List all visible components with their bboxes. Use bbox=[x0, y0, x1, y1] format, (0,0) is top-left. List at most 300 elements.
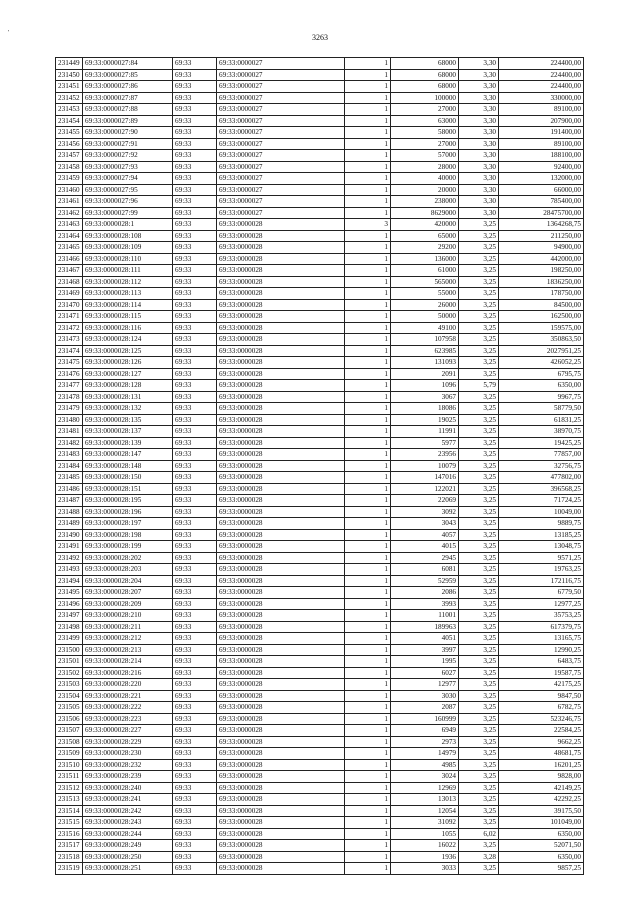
area-cell: 8629000 bbox=[391, 207, 459, 219]
area-cell: 160999 bbox=[391, 713, 459, 725]
specific-value-cell: 3,30 bbox=[459, 196, 499, 208]
specific-value-cell: 3,25 bbox=[459, 633, 499, 645]
district-code-cell: 69:33 bbox=[173, 173, 217, 185]
district-code-cell: 69:33 bbox=[173, 656, 217, 668]
district-code-cell: 69:33 bbox=[173, 679, 217, 691]
district-code-cell: 69:33 bbox=[173, 805, 217, 817]
district-code-cell: 69:33 bbox=[173, 357, 217, 369]
area-cell: 420000 bbox=[391, 219, 459, 231]
cadastral-number-cell: 69:33:0000028:195 bbox=[83, 495, 173, 507]
cadastral-number-cell: 69:33:0000027:86 bbox=[83, 81, 173, 93]
cadastral-number-cell: 69:33:0000027:96 bbox=[83, 196, 173, 208]
area-cell: 3092 bbox=[391, 506, 459, 518]
cadastral-number-cell: 69:33:0000028:243 bbox=[83, 817, 173, 829]
quarter-number-cell: 69:33:0000028 bbox=[217, 529, 345, 541]
group-cell: 1 bbox=[345, 184, 391, 196]
table-row bbox=[56, 426, 584, 438]
group-cell: 1 bbox=[345, 782, 391, 794]
group-cell: 1 bbox=[345, 633, 391, 645]
table-row bbox=[56, 403, 584, 415]
cadastral-value-cell: 77857,00 bbox=[499, 449, 584, 461]
area-cell: 3030 bbox=[391, 690, 459, 702]
corner-mark: ' bbox=[8, 30, 10, 36]
district-code-cell: 69:33 bbox=[173, 380, 217, 392]
table-row bbox=[56, 667, 584, 679]
cadastral-number-cell: 69:33:0000027:92 bbox=[83, 150, 173, 162]
cadastral-number-cell: 69:33:0000028:203 bbox=[83, 564, 173, 576]
group-cell: 1 bbox=[345, 667, 391, 679]
table-row bbox=[56, 518, 584, 530]
quarter-number-cell: 69:33:0000027 bbox=[217, 184, 345, 196]
specific-value-cell: 3,25 bbox=[459, 575, 499, 587]
cadastral-number-cell: 69:33:0000028:214 bbox=[83, 656, 173, 668]
district-code-cell: 69:33 bbox=[173, 794, 217, 806]
table-row bbox=[56, 529, 584, 541]
table-row bbox=[56, 541, 584, 553]
row-number-cell: 231450 bbox=[56, 69, 83, 81]
row-number-cell: 231487 bbox=[56, 495, 83, 507]
cadastral-value-cell: 9857,25 bbox=[499, 863, 584, 875]
quarter-number-cell: 69:33:0000028 bbox=[217, 345, 345, 357]
specific-value-cell: 3,25 bbox=[459, 713, 499, 725]
cadastral-value-cell: 198250,00 bbox=[499, 265, 584, 277]
district-code-cell: 69:33 bbox=[173, 92, 217, 104]
district-code-cell: 69:33 bbox=[173, 196, 217, 208]
row-number-cell: 231499 bbox=[56, 633, 83, 645]
cadastral-value-cell: 42292,25 bbox=[499, 794, 584, 806]
area-cell: 12969 bbox=[391, 782, 459, 794]
area-cell: 2086 bbox=[391, 587, 459, 599]
district-code-cell: 69:33 bbox=[173, 851, 217, 863]
group-cell: 1 bbox=[345, 150, 391, 162]
quarter-number-cell: 69:33:0000028 bbox=[217, 644, 345, 656]
district-code-cell: 69:33 bbox=[173, 265, 217, 277]
quarter-number-cell: 69:33:0000028 bbox=[217, 426, 345, 438]
table-row bbox=[56, 127, 584, 139]
area-cell: 2087 bbox=[391, 702, 459, 714]
cadastral-number-cell: 69:33:0000028:204 bbox=[83, 575, 173, 587]
area-cell: 100000 bbox=[391, 92, 459, 104]
row-number-cell: 231463 bbox=[56, 219, 83, 231]
district-code-cell: 69:33 bbox=[173, 575, 217, 587]
area-cell: 27000 bbox=[391, 138, 459, 150]
area-cell: 3043 bbox=[391, 518, 459, 530]
quarter-number-cell: 69:33:0000028 bbox=[217, 736, 345, 748]
quarter-number-cell: 69:33:0000028 bbox=[217, 748, 345, 760]
cadastral-number-cell: 69:33:0000027:90 bbox=[83, 127, 173, 139]
cadastral-number-cell: 69:33:0000027:94 bbox=[83, 173, 173, 185]
table-row bbox=[56, 506, 584, 518]
quarter-number-cell: 69:33:0000028 bbox=[217, 564, 345, 576]
group-cell: 1 bbox=[345, 104, 391, 116]
cadastral-value-cell: 207900,00 bbox=[499, 115, 584, 127]
area-cell: 107958 bbox=[391, 334, 459, 346]
group-cell: 1 bbox=[345, 575, 391, 587]
area-cell: 11001 bbox=[391, 610, 459, 622]
group-cell: 1 bbox=[345, 828, 391, 840]
row-number-cell: 231449 bbox=[56, 58, 83, 70]
specific-value-cell: 3,30 bbox=[459, 184, 499, 196]
quarter-number-cell: 69:33:0000028 bbox=[217, 805, 345, 817]
specific-value-cell: 3,25 bbox=[459, 230, 499, 242]
cadastral-number-cell: 69:33:0000028:227 bbox=[83, 725, 173, 737]
table-row bbox=[56, 679, 584, 691]
group-cell: 1 bbox=[345, 173, 391, 185]
table-row bbox=[56, 759, 584, 771]
specific-value-cell: 3,25 bbox=[459, 771, 499, 783]
row-number-cell: 231462 bbox=[56, 207, 83, 219]
group-cell: 1 bbox=[345, 644, 391, 656]
row-number-cell: 231478 bbox=[56, 391, 83, 403]
group-cell: 1 bbox=[345, 817, 391, 829]
cadastral-value-cell: 9571,25 bbox=[499, 552, 584, 564]
specific-value-cell: 3,30 bbox=[459, 150, 499, 162]
cadastral-value-cell: 224400,00 bbox=[499, 58, 584, 70]
table-row bbox=[56, 817, 584, 829]
cadastral-number-cell: 69:33:0000027:89 bbox=[83, 115, 173, 127]
district-code-cell: 69:33 bbox=[173, 460, 217, 472]
district-code-cell: 69:33 bbox=[173, 253, 217, 265]
specific-value-cell: 3,25 bbox=[459, 368, 499, 380]
group-cell: 1 bbox=[345, 437, 391, 449]
quarter-number-cell: 69:33:0000028 bbox=[217, 472, 345, 484]
area-cell: 122021 bbox=[391, 483, 459, 495]
cadastral-value-cell: 2027951,25 bbox=[499, 345, 584, 357]
specific-value-cell: 3,25 bbox=[459, 253, 499, 265]
cadastral-number-cell: 69:33:0000028:220 bbox=[83, 679, 173, 691]
table-row bbox=[56, 483, 584, 495]
district-code-cell: 69:33 bbox=[173, 437, 217, 449]
area-cell: 68000 bbox=[391, 69, 459, 81]
table-row bbox=[56, 495, 584, 507]
specific-value-cell: 3,25 bbox=[459, 391, 499, 403]
table-row bbox=[56, 690, 584, 702]
specific-value-cell: 3,25 bbox=[459, 449, 499, 461]
table-row bbox=[56, 322, 584, 334]
group-cell: 1 bbox=[345, 529, 391, 541]
group-cell: 1 bbox=[345, 541, 391, 553]
district-code-cell: 69:33 bbox=[173, 184, 217, 196]
cadastral-number-cell: 69:33:0000028:197 bbox=[83, 518, 173, 530]
cadastral-value-cell: 191400,00 bbox=[499, 127, 584, 139]
table-row bbox=[56, 69, 584, 81]
row-number-cell: 231513 bbox=[56, 794, 83, 806]
cadastral-number-cell: 69:33:0000028:125 bbox=[83, 345, 173, 357]
cadastral-number-cell: 69:33:0000027:87 bbox=[83, 92, 173, 104]
specific-value-cell: 3,25 bbox=[459, 782, 499, 794]
group-cell: 1 bbox=[345, 426, 391, 438]
area-cell: 2973 bbox=[391, 736, 459, 748]
table-row bbox=[56, 587, 584, 599]
group-cell: 1 bbox=[345, 736, 391, 748]
row-number-cell: 231476 bbox=[56, 368, 83, 380]
quarter-number-cell: 69:33:0000027 bbox=[217, 104, 345, 116]
row-number-cell: 231505 bbox=[56, 702, 83, 714]
district-code-cell: 69:33 bbox=[173, 219, 217, 231]
cadastral-value-cell: 12990,25 bbox=[499, 644, 584, 656]
cadastral-number-cell: 69:33:0000028:108 bbox=[83, 230, 173, 242]
area-cell: 19025 bbox=[391, 414, 459, 426]
row-number-cell: 231502 bbox=[56, 667, 83, 679]
area-cell: 12054 bbox=[391, 805, 459, 817]
quarter-number-cell: 69:33:0000027 bbox=[217, 92, 345, 104]
district-code-cell: 69:33 bbox=[173, 242, 217, 254]
district-code-cell: 69:33 bbox=[173, 667, 217, 679]
row-number-cell: 231475 bbox=[56, 357, 83, 369]
group-cell: 1 bbox=[345, 518, 391, 530]
district-code-cell: 69:33 bbox=[173, 391, 217, 403]
quarter-number-cell: 69:33:0000028 bbox=[217, 667, 345, 679]
area-cell: 1936 bbox=[391, 851, 459, 863]
cadastral-value-cell: 172116,75 bbox=[499, 575, 584, 587]
group-cell: 1 bbox=[345, 794, 391, 806]
quarter-number-cell: 69:33:0000028 bbox=[217, 656, 345, 668]
specific-value-cell: 3,25 bbox=[459, 529, 499, 541]
cadastral-value-cell: 477802,00 bbox=[499, 472, 584, 484]
specific-value-cell: 3,30 bbox=[459, 173, 499, 185]
row-number-cell: 231512 bbox=[56, 782, 83, 794]
table-row bbox=[56, 138, 584, 150]
cadastral-value-cell: 442000,00 bbox=[499, 253, 584, 265]
quarter-number-cell: 69:33:0000027 bbox=[217, 127, 345, 139]
table-row bbox=[56, 345, 584, 357]
table-row bbox=[56, 437, 584, 449]
area-cell: 3997 bbox=[391, 644, 459, 656]
table-row bbox=[56, 610, 584, 622]
cadastral-number-cell: 69:33:0000028:116 bbox=[83, 322, 173, 334]
area-cell: 65000 bbox=[391, 230, 459, 242]
table-row bbox=[56, 840, 584, 852]
cadastral-value-cell: 162500,00 bbox=[499, 311, 584, 323]
row-number-cell: 231488 bbox=[56, 506, 83, 518]
cadastral-number-cell: 69:33:0000028:198 bbox=[83, 529, 173, 541]
cadastral-value-cell: 9847,50 bbox=[499, 690, 584, 702]
table-row bbox=[56, 104, 584, 116]
specific-value-cell: 3,25 bbox=[459, 472, 499, 484]
specific-value-cell: 3,25 bbox=[459, 817, 499, 829]
quarter-number-cell: 69:33:0000028 bbox=[217, 725, 345, 737]
area-cell: 1096 bbox=[391, 380, 459, 392]
cadastral-number-cell: 69:33:0000028:210 bbox=[83, 610, 173, 622]
cadastral-value-cell: 426052,25 bbox=[499, 357, 584, 369]
specific-value-cell: 3,25 bbox=[459, 564, 499, 576]
district-code-cell: 69:33 bbox=[173, 610, 217, 622]
group-cell: 1 bbox=[345, 345, 391, 357]
row-number-cell: 231486 bbox=[56, 483, 83, 495]
specific-value-cell: 3,25 bbox=[459, 552, 499, 564]
cadastral-number-cell: 69:33:0000028:151 bbox=[83, 483, 173, 495]
row-number-cell: 231482 bbox=[56, 437, 83, 449]
quarter-number-cell: 69:33:0000028 bbox=[217, 713, 345, 725]
area-cell: 4015 bbox=[391, 541, 459, 553]
table-body bbox=[56, 58, 584, 875]
row-number-cell: 231453 bbox=[56, 104, 83, 116]
area-cell: 3024 bbox=[391, 771, 459, 783]
district-code-cell: 69:33 bbox=[173, 587, 217, 599]
cadastral-number-cell: 69:33:0000028:112 bbox=[83, 276, 173, 288]
area-cell: 3067 bbox=[391, 391, 459, 403]
cadastral-number-cell: 69:33:0000028:216 bbox=[83, 667, 173, 679]
row-number-cell: 231492 bbox=[56, 552, 83, 564]
quarter-number-cell: 69:33:0000028 bbox=[217, 598, 345, 610]
table-row bbox=[56, 242, 584, 254]
group-cell: 1 bbox=[345, 506, 391, 518]
page-number: 3263 bbox=[312, 33, 328, 42]
cadastral-number-cell: 69:33:0000027:95 bbox=[83, 184, 173, 196]
cadastral-value-cell: 38970,75 bbox=[499, 426, 584, 438]
area-cell: 565000 bbox=[391, 276, 459, 288]
cadastral-number-cell: 69:33:0000028:113 bbox=[83, 288, 173, 300]
district-code-cell: 69:33 bbox=[173, 276, 217, 288]
area-cell: 11991 bbox=[391, 426, 459, 438]
table-row bbox=[56, 276, 584, 288]
row-number-cell: 231467 bbox=[56, 265, 83, 277]
cadastral-value-cell: 32756,75 bbox=[499, 460, 584, 472]
cadastral-number-cell: 69:33:0000027:91 bbox=[83, 138, 173, 150]
table-row bbox=[56, 380, 584, 392]
district-code-cell: 69:33 bbox=[173, 633, 217, 645]
quarter-number-cell: 69:33:0000028 bbox=[217, 679, 345, 691]
area-cell: 27000 bbox=[391, 104, 459, 116]
area-cell: 23956 bbox=[391, 449, 459, 461]
table-row bbox=[56, 851, 584, 863]
quarter-number-cell: 69:33:0000028 bbox=[217, 414, 345, 426]
quarter-number-cell: 69:33:0000028 bbox=[217, 610, 345, 622]
specific-value-cell: 3,25 bbox=[459, 610, 499, 622]
area-cell: 1995 bbox=[391, 656, 459, 668]
specific-value-cell: 3,25 bbox=[459, 725, 499, 737]
cadastral-number-cell: 69:33:0000028:1 bbox=[83, 219, 173, 231]
group-cell: 1 bbox=[345, 725, 391, 737]
cadastral-value-cell: 330000,00 bbox=[499, 92, 584, 104]
cadastral-value-cell: 523246,75 bbox=[499, 713, 584, 725]
area-cell: 26000 bbox=[391, 299, 459, 311]
cadastral-value-cell: 89100,00 bbox=[499, 138, 584, 150]
row-number-cell: 231454 bbox=[56, 115, 83, 127]
row-number-cell: 231452 bbox=[56, 92, 83, 104]
quarter-number-cell: 69:33:0000028 bbox=[217, 253, 345, 265]
table-row bbox=[56, 92, 584, 104]
table-row bbox=[56, 299, 584, 311]
group-cell: 1 bbox=[345, 610, 391, 622]
cadastral-value-cell: 9662,25 bbox=[499, 736, 584, 748]
row-number-cell: 231507 bbox=[56, 725, 83, 737]
table-row bbox=[56, 253, 584, 265]
district-code-cell: 69:33 bbox=[173, 69, 217, 81]
group-cell: 1 bbox=[345, 564, 391, 576]
group-cell: 1 bbox=[345, 759, 391, 771]
table-row bbox=[56, 748, 584, 760]
row-number-cell: 231474 bbox=[56, 345, 83, 357]
row-number-cell: 231468 bbox=[56, 276, 83, 288]
quarter-number-cell: 69:33:0000028 bbox=[217, 587, 345, 599]
quarter-number-cell: 69:33:0000028 bbox=[217, 368, 345, 380]
quarter-number-cell: 69:33:0000027 bbox=[217, 207, 345, 219]
group-cell: 1 bbox=[345, 598, 391, 610]
group-cell: 1 bbox=[345, 334, 391, 346]
district-code-cell: 69:33 bbox=[173, 127, 217, 139]
specific-value-cell: 3,28 bbox=[459, 851, 499, 863]
area-cell: 58000 bbox=[391, 127, 459, 139]
district-code-cell: 69:33 bbox=[173, 828, 217, 840]
row-number-cell: 231517 bbox=[56, 840, 83, 852]
table-row bbox=[56, 311, 584, 323]
district-code-cell: 69:33 bbox=[173, 506, 217, 518]
district-code-cell: 69:33 bbox=[173, 817, 217, 829]
row-number-cell: 231514 bbox=[56, 805, 83, 817]
specific-value-cell: 3,25 bbox=[459, 414, 499, 426]
cadastral-number-cell: 69:33:0000028:240 bbox=[83, 782, 173, 794]
cadastral-number-cell: 69:33:0000028:229 bbox=[83, 736, 173, 748]
row-number-cell: 231519 bbox=[56, 863, 83, 875]
district-code-cell: 69:33 bbox=[173, 782, 217, 794]
row-number-cell: 231466 bbox=[56, 253, 83, 265]
specific-value-cell: 3,25 bbox=[459, 345, 499, 357]
district-code-cell: 69:33 bbox=[173, 138, 217, 150]
table-row bbox=[56, 702, 584, 714]
group-cell: 1 bbox=[345, 380, 391, 392]
cadastral-number-cell: 69:33:0000028:207 bbox=[83, 587, 173, 599]
table-row bbox=[56, 391, 584, 403]
quarter-number-cell: 69:33:0000028 bbox=[217, 771, 345, 783]
cadastral-number-cell: 69:33:0000027:93 bbox=[83, 161, 173, 173]
area-cell: 623985 bbox=[391, 345, 459, 357]
cadastral-number-cell: 69:33:0000028:115 bbox=[83, 311, 173, 323]
quarter-number-cell: 69:33:0000028 bbox=[217, 690, 345, 702]
quarter-number-cell: 69:33:0000028 bbox=[217, 794, 345, 806]
cadastral-number-cell: 69:33:0000028:124 bbox=[83, 334, 173, 346]
cadastral-value-cell: 61831,25 bbox=[499, 414, 584, 426]
row-number-cell: 231458 bbox=[56, 161, 83, 173]
cadastral-number-cell: 69:33:0000028:249 bbox=[83, 840, 173, 852]
cadastral-number-cell: 69:33:0000028:196 bbox=[83, 506, 173, 518]
cadastral-number-cell: 69:33:0000028:132 bbox=[83, 403, 173, 415]
group-cell: 1 bbox=[345, 207, 391, 219]
area-cell: 18086 bbox=[391, 403, 459, 415]
district-code-cell: 69:33 bbox=[173, 207, 217, 219]
cadastral-value-table bbox=[55, 57, 584, 875]
quarter-number-cell: 69:33:0000028 bbox=[217, 437, 345, 449]
cadastral-number-cell: 69:33:0000028:150 bbox=[83, 472, 173, 484]
specific-value-cell: 3,30 bbox=[459, 58, 499, 70]
quarter-number-cell: 69:33:0000028 bbox=[217, 702, 345, 714]
cadastral-value-cell: 12977,25 bbox=[499, 598, 584, 610]
table-row bbox=[56, 771, 584, 783]
area-cell: 1055 bbox=[391, 828, 459, 840]
group-cell: 1 bbox=[345, 483, 391, 495]
cadastral-number-cell: 69:33:0000027:88 bbox=[83, 104, 173, 116]
cadastral-value-cell: 13185,25 bbox=[499, 529, 584, 541]
quarter-number-cell: 69:33:0000028 bbox=[217, 380, 345, 392]
table-row bbox=[56, 115, 584, 127]
row-number-cell: 231485 bbox=[56, 472, 83, 484]
cadastral-number-cell: 69:33:0000028:126 bbox=[83, 357, 173, 369]
cadastral-number-cell: 69:33:0000028:114 bbox=[83, 299, 173, 311]
group-cell: 1 bbox=[345, 311, 391, 323]
district-code-cell: 69:33 bbox=[173, 403, 217, 415]
quarter-number-cell: 69:33:0000027 bbox=[217, 69, 345, 81]
area-cell: 20000 bbox=[391, 184, 459, 196]
district-code-cell: 69:33 bbox=[173, 161, 217, 173]
specific-value-cell: 3,25 bbox=[459, 805, 499, 817]
group-cell: 1 bbox=[345, 690, 391, 702]
table-row bbox=[56, 368, 584, 380]
table-row bbox=[56, 81, 584, 93]
district-code-cell: 69:33 bbox=[173, 736, 217, 748]
row-number-cell: 231497 bbox=[56, 610, 83, 622]
cadastral-number-cell: 69:33:0000027:85 bbox=[83, 69, 173, 81]
cadastral-value-cell: 35753,25 bbox=[499, 610, 584, 622]
